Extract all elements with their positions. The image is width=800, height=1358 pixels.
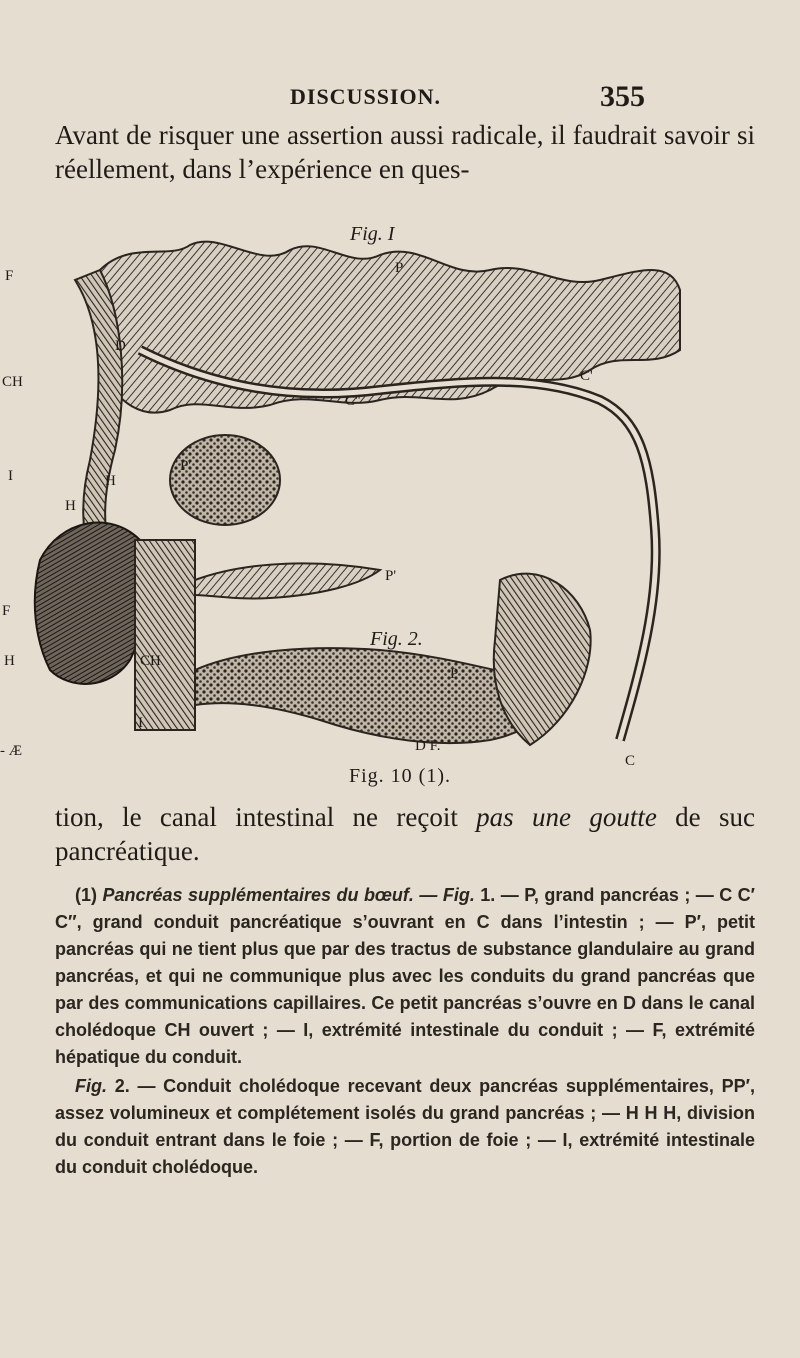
label-p2: P [450,666,459,682]
footnote [55,882,755,1181]
pancreas-lobules-right [494,574,591,745]
label-ch: CH [2,374,23,390]
footnote-p1-text: 1. — P, grand pancréas ; — C C′ C″, grand conduit pancréatique s’ouvrant en C dans l’intestin ; — P′, petit pancréas qui ne tient plus que par des tractus de substance glandulaire au grand pancréas, et qui ne communique plus avec les conduits du grand pancréas que par des communications capillaires. Ce petit pancréas s’ouvre en D dans le canal cholédoque CH ouvert ; — I, extrémité intestinale du conduit ; — F, extrémité hépatique du conduit. [55,885,755,1067]
running-head [0,80,800,120]
label-df: D F. [415,738,441,754]
label-i-left: I [8,468,13,484]
choledoch-duct-fig2 [135,540,195,730]
label-c-prime: C' [580,368,593,384]
anatomical-figure [0,200,700,770]
fig1-title: Fig. I [350,223,395,245]
label-h2: H [65,498,76,514]
label-p-top: P [395,260,404,276]
label-i-bottom: I [138,715,143,731]
label-d: D [115,338,126,354]
liver-portion [35,523,149,684]
body-paragraph [55,800,755,868]
body-text-italic: pas une goutte [476,802,657,832]
label-f2: F [2,603,11,619]
body-text-after: de suc pancréatique. [55,802,756,866]
label-f-top: F [5,268,14,284]
label-bottom-left: - Æ [0,743,23,759]
choledoch-duct-upper [75,270,122,560]
label-h3: H [4,653,15,669]
footnote-paragraph-2 [55,1073,755,1181]
body-text-before: tion, le canal intestinal ne reçoit [55,802,477,832]
label-p-prime: P' [180,458,192,474]
label-h1: H [105,473,116,489]
fig2-title: Fig. 2. [370,628,423,650]
footnote-p2-text: 2. — Conduit cholédoque recevant deux pancréas supplémentaires, PP′, assez volumineux et complétement isolés du grand pancréas ; — H H H, division du conduit entrant dans le foie ; — F, portion de foie ; — I, extrémité intestinale du conduit cholédoque. [55,1076,755,1177]
figure-engraving [0,200,700,770]
intro-paragraph: Avant de risquer une assertion aussi radicale, il faudrait savoir si réellement, dans l’expérience en ques- [55,120,755,184]
figure-caption: Fig. 10 (1). [349,765,451,787]
label-c-dprime: C'' [345,393,361,409]
label-ch2: CH [140,653,161,669]
running-title: DISCUSSION. [290,84,441,109]
footnote-p2-italic: Fig. [75,1076,107,1096]
label-p-prime2: P' [385,568,397,584]
page-number: 355 [600,80,645,113]
footnote-paragraph-1 [55,882,755,1071]
small-pancreas [170,435,280,525]
footnote-number: (1) [75,885,103,905]
supplementary-pancreas-upper [195,563,380,598]
label-c-bottom: C [625,753,636,769]
footnote-p1-italic: Pancréas supplémentaires du bœuf. — Fig. [102,885,475,905]
